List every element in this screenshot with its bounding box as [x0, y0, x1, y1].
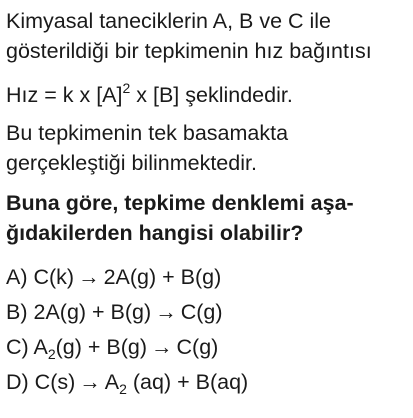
option-a-products: 2A(g) + B(g) — [103, 265, 222, 289]
answer-options — [6, 248, 410, 400]
option-d[interactable] — [6, 365, 410, 400]
option-a[interactable] — [6, 260, 410, 295]
stem-line-1: Buna göre, tepkime denklemi aşa- — [6, 191, 354, 215]
rate-law — [6, 66, 410, 110]
intro-line-2: gösterildiği bir tepkimenin hız bağıntısı — [6, 39, 372, 63]
option-c-reactant-a: A — [33, 335, 48, 359]
option-a-reactants: C(k) — [33, 265, 75, 289]
question-block — [6, 0, 410, 400]
option-b-label: B) — [6, 300, 28, 324]
right-arrow-icon: → — [151, 335, 173, 359]
option-d-reactants: C(s) — [34, 370, 76, 394]
option-b-reactants: 2A(g) + B(g) — [33, 300, 152, 324]
option-c-subscript: 2 — [47, 346, 56, 362]
option-c-reactants-rest: (g) + B(g) — [55, 335, 148, 359]
stem-line-2: ğıdakilerden hangisi olabilir? — [6, 221, 304, 245]
option-b-products: C(g) — [180, 300, 223, 324]
info-line-1: Bu tepkimenin tek basamakta — [6, 121, 289, 145]
rate-law-suffix: x [B] şeklindedir. — [130, 83, 293, 107]
info-line-2: gerçekleştiği bilinmektedir. — [6, 151, 257, 175]
option-c[interactable] — [6, 330, 410, 365]
option-b[interactable] — [6, 295, 410, 330]
option-d-product-a: A — [104, 370, 120, 394]
right-arrow-icon: → — [155, 300, 177, 324]
question-intro — [6, 0, 410, 66]
option-d-products-rest: (aq) + B(aq) — [126, 370, 249, 394]
option-c-label: C) — [6, 335, 29, 359]
rate-law-exponent: 2 — [122, 80, 131, 96]
question-stem — [6, 178, 410, 248]
option-d-label: D) — [6, 370, 29, 394]
right-arrow-icon: → — [79, 370, 101, 394]
rate-law-prefix: Hız = k x [A] — [6, 83, 123, 107]
option-c-products: C(g) — [176, 335, 219, 359]
option-d-subscript: 2 — [119, 381, 127, 397]
intro-line-1: Kimyasal taneciklerin A, B ve C ile — [6, 9, 332, 33]
right-arrow-icon: → — [78, 265, 100, 289]
question-info — [6, 110, 410, 178]
option-a-label: A) — [6, 265, 28, 289]
